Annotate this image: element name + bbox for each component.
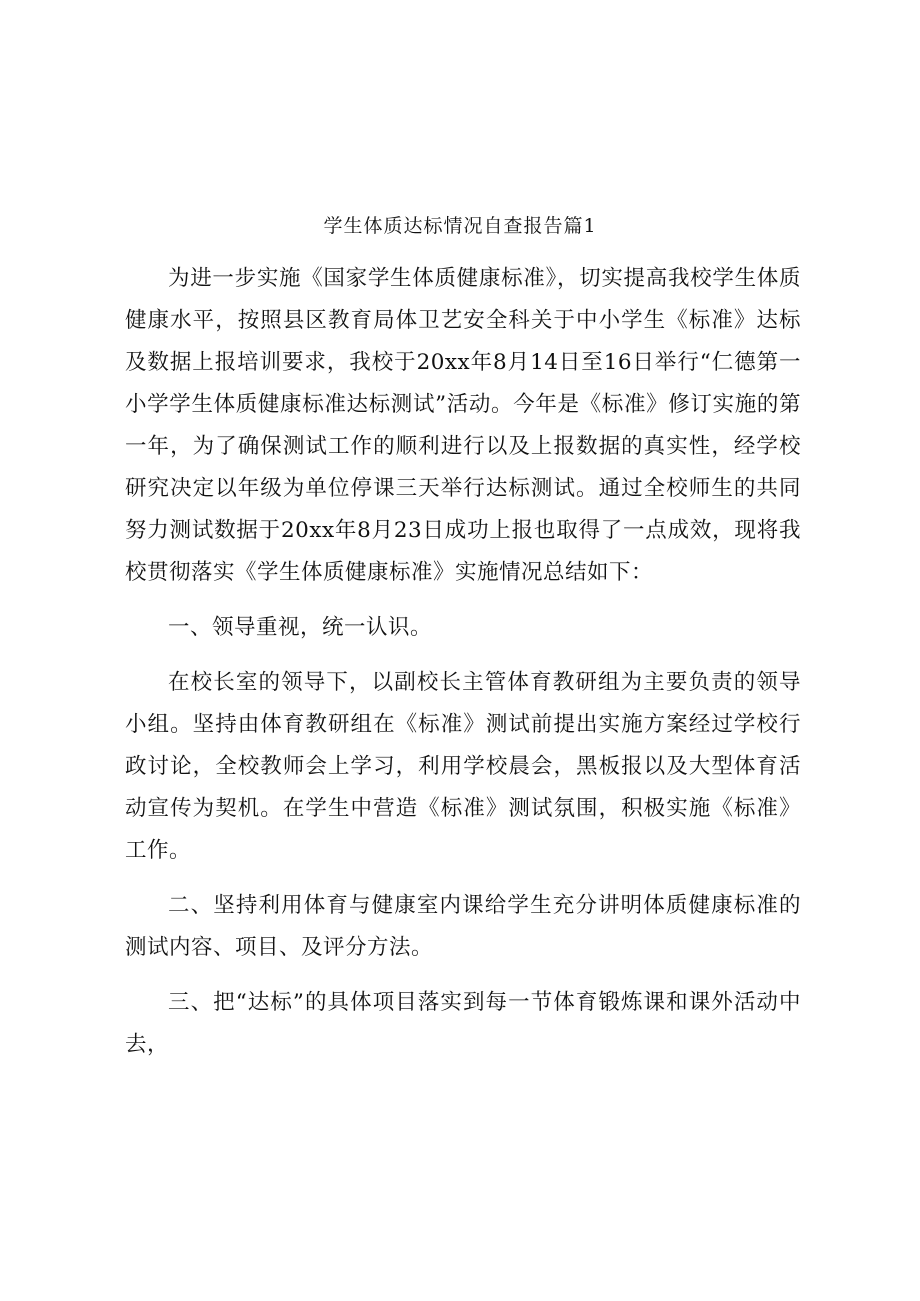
paragraph-section-3: 三、把“达标”的具体项目落实到每一节体育锻炼课和课外活动中去， (125, 990, 801, 1057)
document-body (125, 258, 801, 1066)
paragraph-section-1-heading: 一、领导重视，统一认识。 (168, 615, 433, 640)
paragraph-intro: 为进一步实施《国家学生体质健康标准》，切实提高我校学生体质健康水平，按照县区教育局体卫艺安全科关于中小学生《标准》达标及数据上报培训要求，我校于20xx年8月14日至16日举行“仁德第一小学学生体质健康标准达标测试”活动。今年是《标准》修订实施的第一年，为了确保测试工作的顺利进行以及上报数据的真实性，经学校研究决定以年级为单位停课三天举行达标测试。通过全校师生的共同努力测试数据于20xx年8月23日成功上报也取得了一点成效，现将我校贯彻落实《学生体质健康标准》实施情况总结如下： (125, 266, 801, 585)
paragraph-section-2: 二、坚持利用体育与健康室内课给学生充分讲明体质健康标准的测试内容、项目、及评分方法。 (125, 893, 801, 960)
document-title: 学生体质达标情况自查报告篇1 (323, 215, 597, 237)
paragraph-section-1-body: 在校长室的领导下，以副校长主管体育教研组为主要负责的领导小组。坚持由体育教研组在《标准》测试前提出实施方案经过学校行政讨论，全校教师会上学习，利用学校晨会，黑板报以及大型体育活动宣传为契机。在学生中营造《标准》测试氛围，积极实施《标准》工作。 (125, 670, 801, 863)
